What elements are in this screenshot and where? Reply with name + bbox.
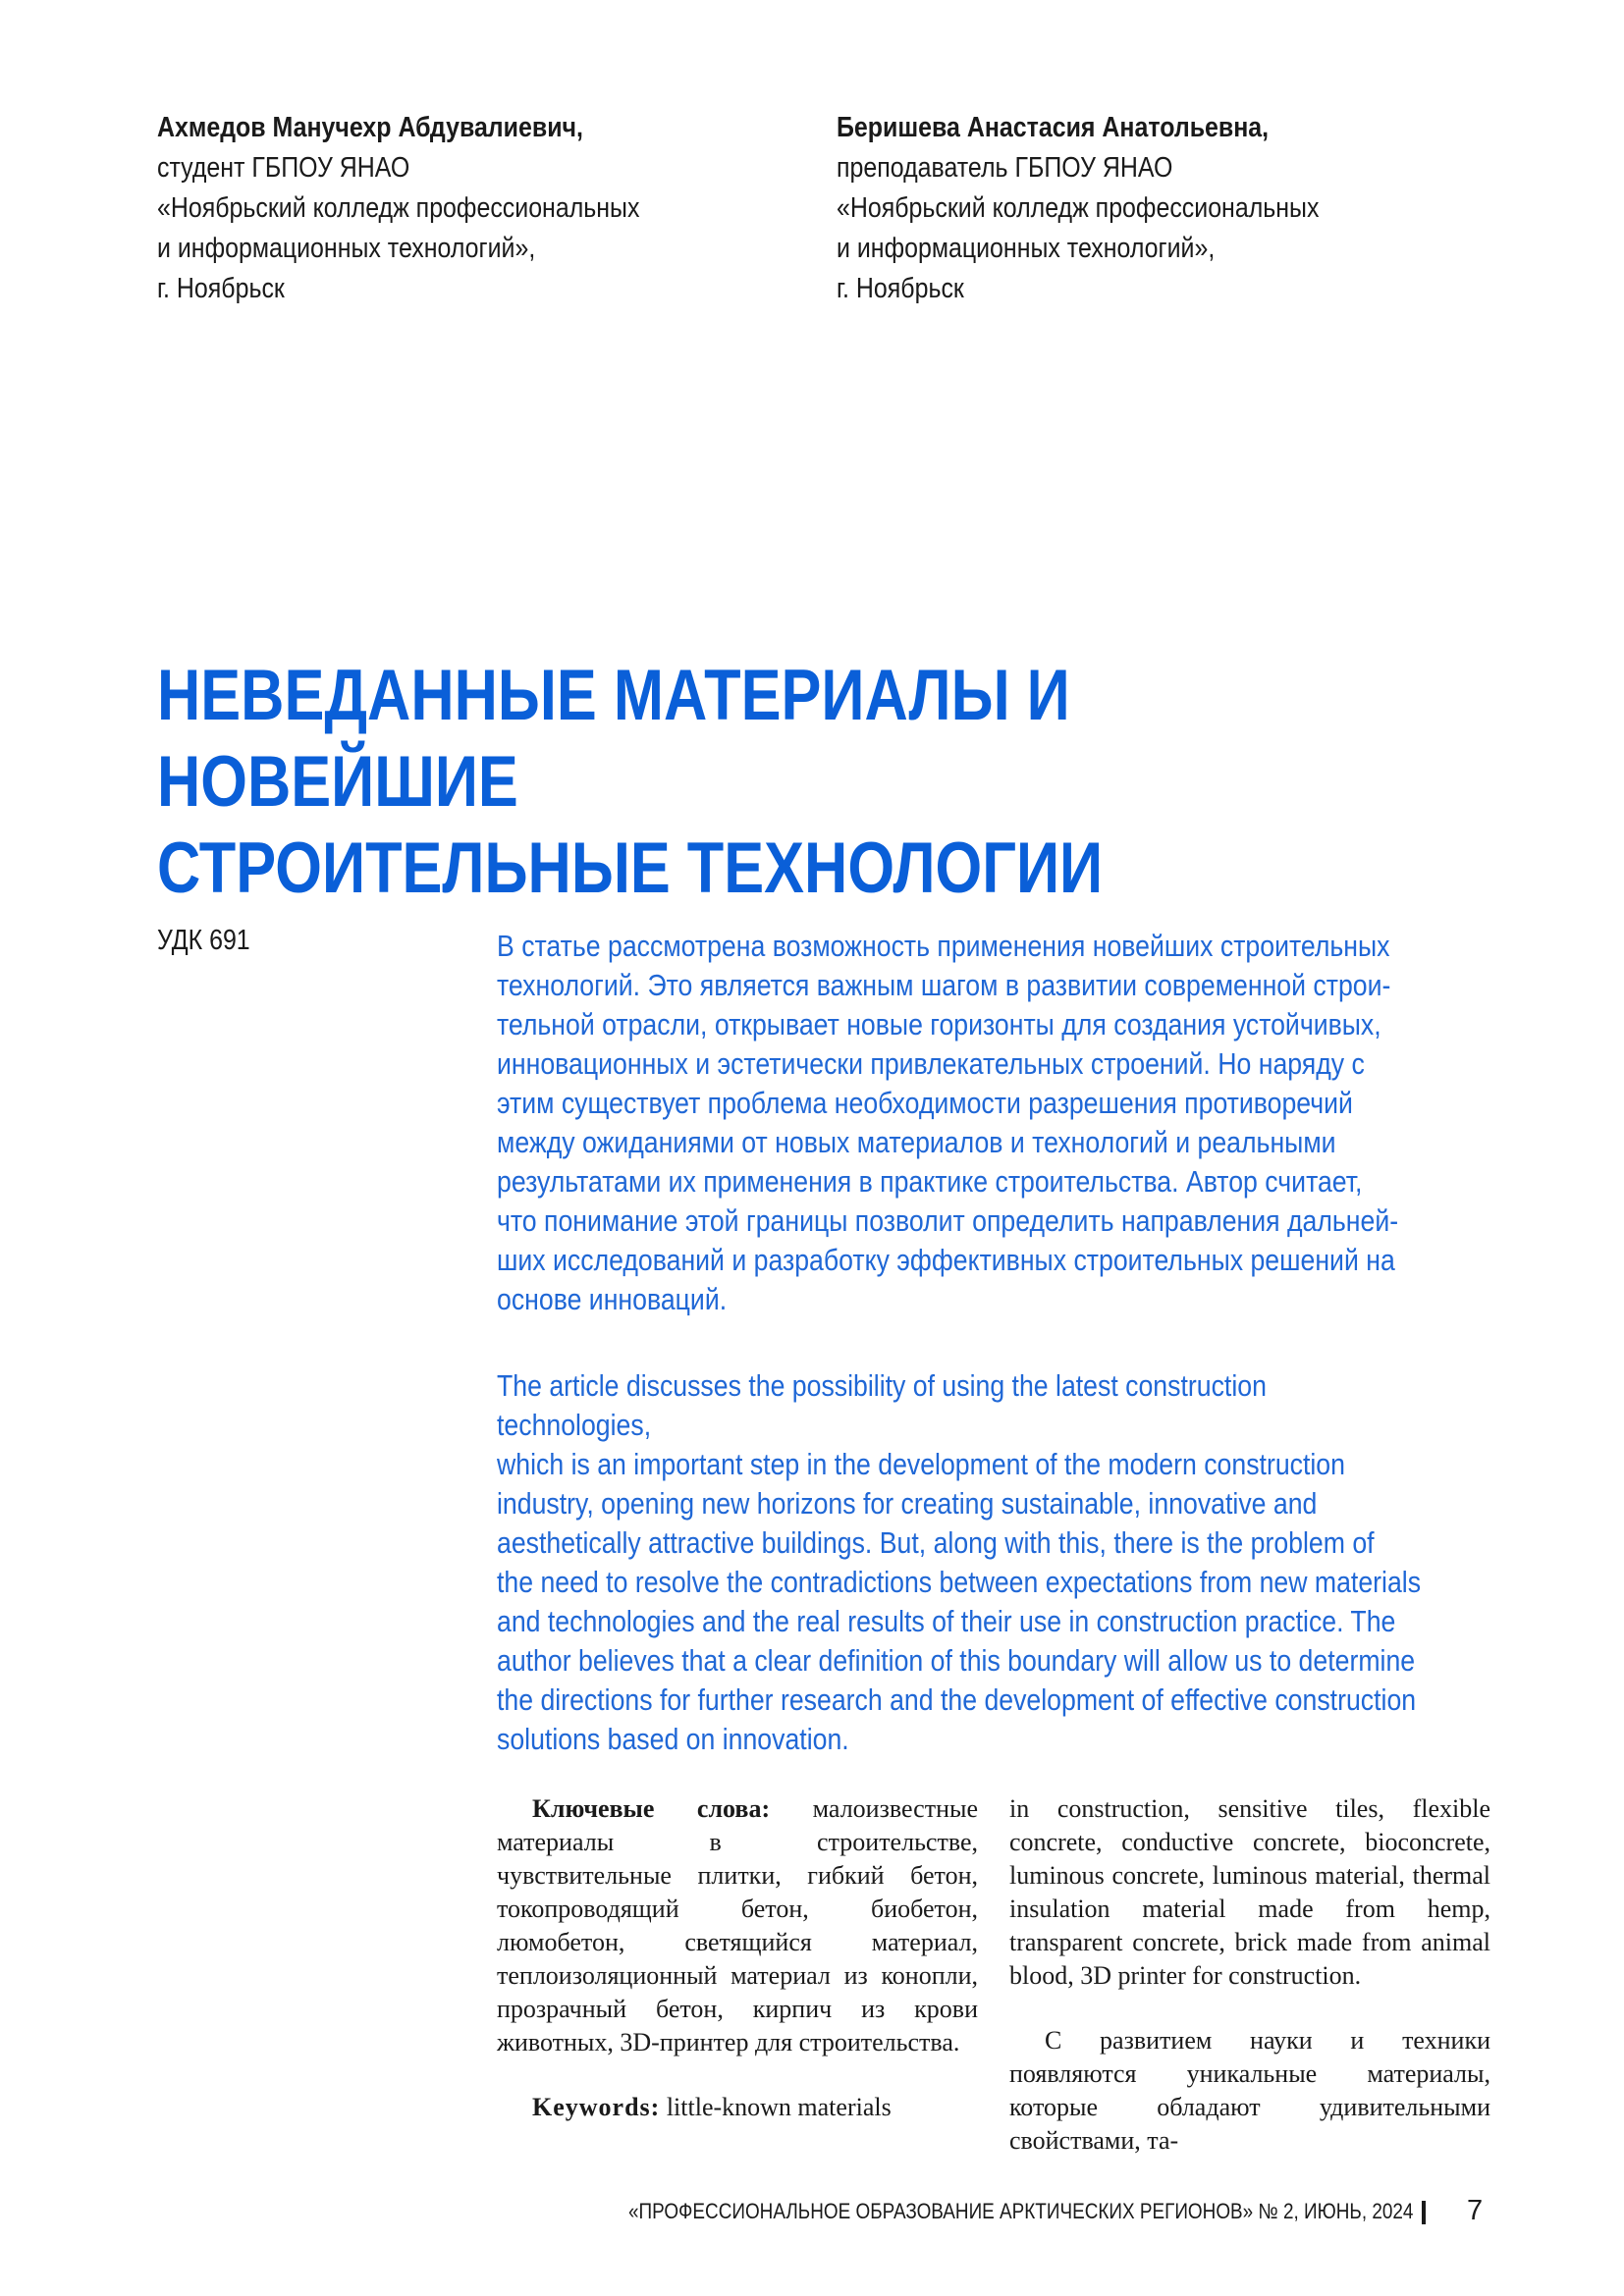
author-2 [837, 108, 1377, 309]
abstract-en-line: aesthetically attractive buildings. But, along with this, there is the problem of [497, 1525, 1375, 1560]
udk-code: УДК 691 [157, 925, 250, 956]
abstract-ru-line: между ожиданиями от новых материалов и технологий и реальными [497, 1125, 1336, 1159]
article-title [157, 653, 1312, 912]
intro-paragraph: С развитием науки и техники появляются уникальные материалы, которые обладают удивительными свойствами, та- [1009, 2026, 1490, 2155]
abstract-en-line: and technologies and the real results of their use in construction practice. The [497, 1604, 1396, 1638]
keywords-en-text-start: little-known materials [660, 2093, 892, 2121]
abstract-en-line: author believes that a clear definition of this boundary will allow us to determine [497, 1643, 1416, 1678]
abstract-en-line: The article discusses the possibility of using the latest construction technologies, [497, 1368, 1267, 1442]
abstract-ru-line: В статье рассмотрена возможность применения новейших строительных [497, 929, 1390, 963]
abstract-ru-line: что понимание этой границы позволит определить направления дальней- [497, 1203, 1399, 1238]
author-1-name: Ахмедов Манучехр Абдувалиевич, [157, 112, 583, 143]
author-1-line: и информационных технологий», [157, 233, 536, 264]
abstract-en-line: solutions based on innovation. [497, 1722, 849, 1756]
abstract-en-line: which is an important step in the development of the modern construction [497, 1447, 1345, 1481]
abstract-ru-line: основе инноваций. [497, 1282, 728, 1316]
author-1 [157, 108, 697, 309]
author-1-line: студент ГБПОУ ЯНАО [157, 152, 410, 184]
abstract-en-line: industry, opening new horizons for creating sustainable, innovative and [497, 1486, 1318, 1521]
author-1-line: «Ноябрьский колледж профессиональных [157, 192, 640, 224]
keywords-ru-text: малоизвестные материалы в строительстве, чувствительные плитки, гибкий бетон, токопроводящий бетон, биобетон, люмобетон, светящийся материал, теплоизоляционный материал из конопли, прозрачный бетон, кирпич из крови животных, 3D-принтер для строительства. [497, 1794, 978, 2056]
author-1-line: г. Ноябрьск [157, 273, 285, 304]
keywords-ru-label: Ключевые слова: [532, 1794, 771, 1823]
abstract-ru-line: инновационных и эстетически привлекательных строений. Но наряду с [497, 1046, 1365, 1081]
footer-divider [1422, 2201, 1426, 2224]
title-line: НЕВЕДАННЫЕ МАТЕРИАЛЫ И НОВЕЙШИЕ [157, 656, 1070, 822]
abstract-ru-line: тельной отрасли, открывает новые горизонты для создания устойчивых, [497, 1007, 1381, 1041]
abstract-en [497, 1366, 1426, 1759]
abstract-en-line: the need to resolve the contradictions between expectations from new materials [497, 1565, 1422, 1599]
author-2-line: г. Ноябрьск [837, 273, 964, 304]
abstract-ru-line: технологий. Это является важным шагом в развитии современной строи- [497, 968, 1391, 1002]
body-column-left [497, 1792, 978, 2124]
author-2-line: «Ноябрьский колледж профессиональных [837, 192, 1320, 224]
abstract-en-line: the directions for further research and the development of effective construction [497, 1682, 1417, 1717]
author-2-line: преподаватель ГБПОУ ЯНАО [837, 152, 1173, 184]
title-line: СТРОИТЕЛЬНЫЕ ТЕХНОЛОГИИ [157, 828, 1104, 908]
author-2-line: и информационных технологий», [837, 233, 1216, 264]
abstract-ru [497, 927, 1426, 1319]
keywords-en-label: Keywords: [532, 2093, 661, 2121]
author-2-name: Беришева Анастасия Анатольевна, [837, 112, 1270, 143]
keywords-en-continued: in construction, sensitive tiles, flexible concrete, conductive concrete, bioconcrete, luminous concrete, luminous material, thermal insulation material made from hemp, transparent concrete, brick made from animal blood, 3D printer for construction. [1009, 1794, 1490, 1990]
page-number: 7 [1467, 2195, 1484, 2226]
abstract-ru-line: этим существует проблема необходимости разрешения противоречий [497, 1086, 1353, 1120]
journal-name: «ПРОФЕССИОНАЛЬНОЕ ОБРАЗОВАНИЕ АРКТИЧЕСКИХ РЕГИОНОВ» № 2, ИЮНЬ, 2024 [628, 2199, 1414, 2223]
body-column-right [1009, 1792, 1490, 2158]
abstract-ru-line: результатами их применения в практике строительства. Автор считает, [497, 1164, 1363, 1199]
abstract-ru-line: ших исследований и разработку эффективных строительных решений на [497, 1243, 1395, 1277]
keywords-en [497, 2091, 978, 2124]
keywords-ru [497, 1792, 978, 2059]
page-footer [628, 2195, 1502, 2238]
